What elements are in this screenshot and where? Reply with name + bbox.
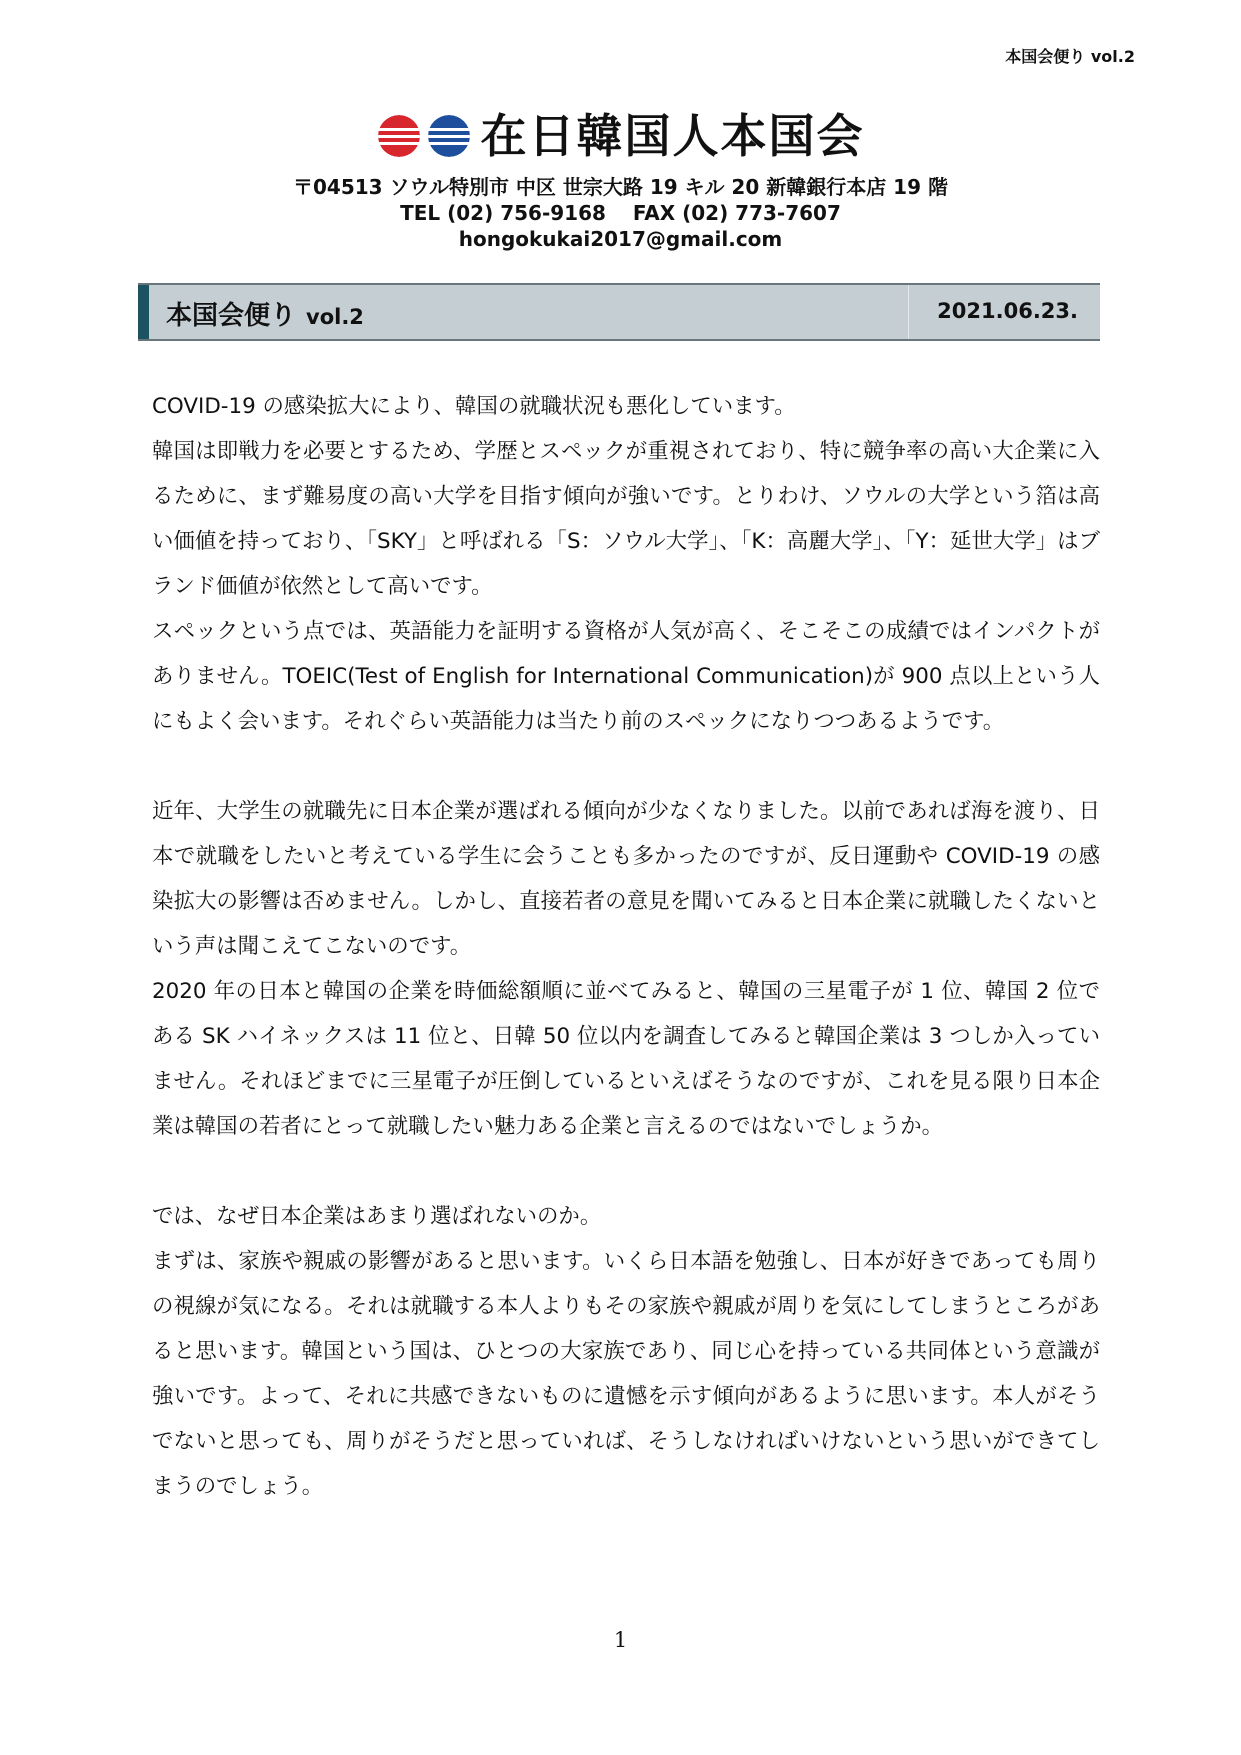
page-number: 1 — [613, 1628, 628, 1652]
title-bar — [138, 283, 1100, 341]
paragraph: では、なぜ日本企業はあまり選ばれないのか。 — [152, 1204, 602, 1229]
article-body — [152, 384, 1100, 1509]
title-bar-divider — [908, 285, 909, 339]
newsletter-volume: vol.2 — [306, 305, 364, 329]
paragraph: 韓国は即戦力を必要とするため、学歴とスペックが重視されており、特に競争率の高い大企業に入るために、まず難易度の高い大学を目指す傾向が強いです。とりわけ、ソウルの大学という箔は高い価値を持っており、「SKY」と呼ばれる「S：ソウル大学」、「K：高麗大学」、「Y：延世大学」はブランド価値が依然として高いです。 — [152, 439, 1100, 599]
issue-date: 2021.06.23. — [937, 299, 1078, 323]
paragraph: COVID-19 の感染拡大により、韓国の就職状況も悪化しています。 — [152, 394, 796, 419]
contact-block — [0, 174, 1241, 252]
paragraph-gap — [152, 1149, 1100, 1194]
paragraph: 2020 年の日本と韓国の企業を時価総額順に並べてみると、韓国の三星電子が 1 位、韓国 2 位である SK ハイネックスは 11 位と、日韓 50 位以内を調査してみると韓国企業は 3 つしか入っていません。それほどまでに三星電子が圧倒しているといえばそうなのですが、これを見る限り日本企業は韓国の若者にとって就職したい魅力ある企業と言えるのではないでしょうか。 — [152, 979, 1100, 1139]
paragraph-gap — [152, 744, 1100, 789]
org-name: 在日韓国人本国会 — [480, 109, 865, 163]
paragraph: スペックという点では、英語能力を証明する資格が人気が高く、そこそこの成績ではインパクトがありません。TOEIC(Test of English for International Communication)が 900 点以上という人にもよく会います。それぐらい英語能力は当たり前のスペックになりつつあるようです。 — [152, 619, 1100, 734]
masthead — [0, 108, 1241, 252]
address: 〒04513 ソウル特別市 中区 世宗大路 19 キル 20 新韓銀行本店 19 階 — [293, 175, 948, 199]
twin-circles-logo-icon — [377, 114, 473, 158]
newsletter-title — [166, 295, 364, 332]
title-bar-accent — [138, 285, 149, 339]
paragraph: 近年、大学生の就職先に日本企業が選ばれる傾向が少なくなりました。以前であれば海を渡り、日本で就職をしたいと考えている学生に会うことも多かったのですが、反日運動や COVID-19 の感染拡大の影響は否めません。しかし、直接若者の意見を聞いてみると日本企業に就職したくないという声は聞こえてこないのです。 — [152, 799, 1100, 959]
email: hongokukai2017@gmail.com — [458, 227, 783, 251]
tel-fax: TEL (02) 756-9168 FAX (02) 773-7607 — [400, 201, 841, 225]
running-header: 本国会便り vol.2 — [1005, 47, 1135, 66]
brand-row — [0, 108, 1241, 164]
newsletter-name: 本国会便り — [166, 301, 297, 331]
paragraph: まずは、家族や親戚の影響があると思います。いくら日本語を勉強し、日本が好きであっても周りの視線が気になる。それは就職する本人よりもその家族や親戚が周りを気にしてしまうところがあると思います。韓国という国は、ひとつの大家族であり、同じ心を持っている共同体という意識が強いです。よって、それに共感できないものに遺憾を示す傾向があるように思います。本人がそうでないと思っても、周りがそうだと思っていれば、そうしなければいけないという思いができてしまうのでしょう。 — [152, 1249, 1100, 1499]
